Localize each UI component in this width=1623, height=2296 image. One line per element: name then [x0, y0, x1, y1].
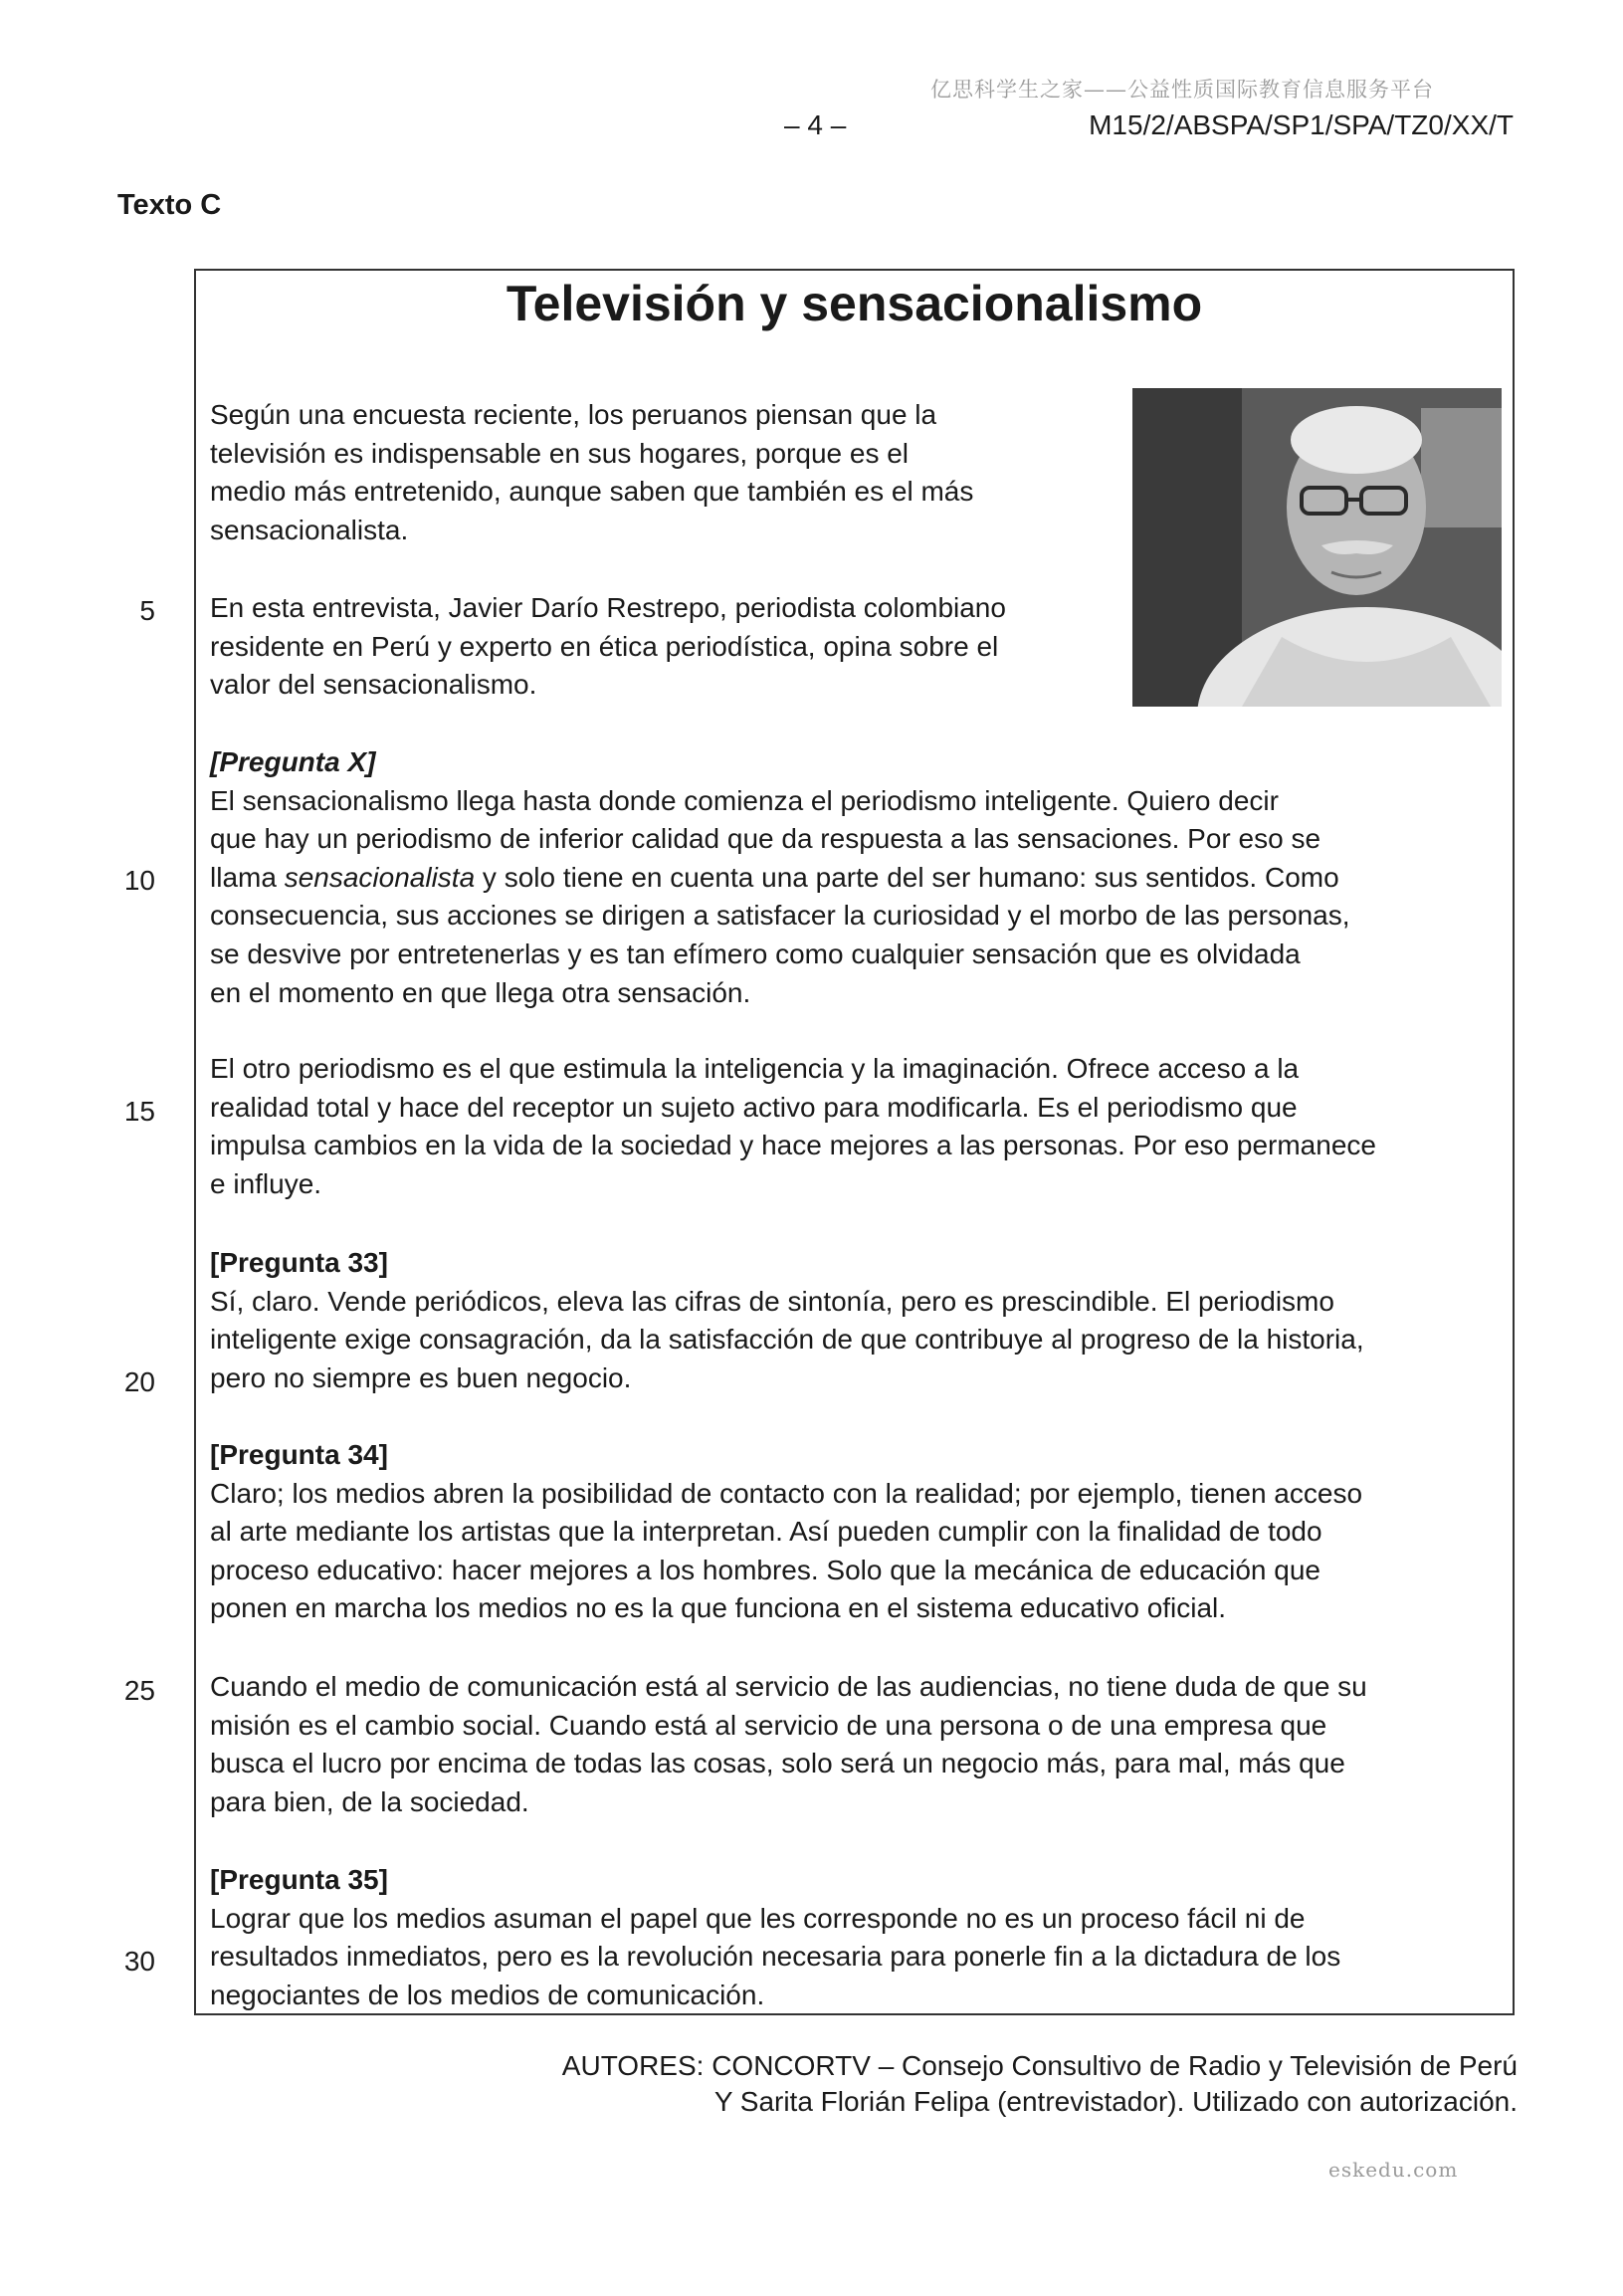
question-1-block: [210, 743, 1350, 1012]
question-heading: [Pregunta 34]: [210, 1439, 388, 1470]
text-line: televisión es indispensable en sus hogares, porque es el: [210, 437, 910, 469]
line-number: 25: [123, 1675, 155, 1706]
header-watermark: 亿思科学生之家——公益性质国际教育信息服务平台: [930, 78, 1434, 102]
text-line: en el momento en que llega otra sensación.: [210, 976, 751, 1008]
question-3-block: [210, 1436, 1362, 1628]
text-line: Sí, claro. Vende periódicos, eleva las cifras de sintonía, pero es prescindible. El periodismo: [210, 1285, 1334, 1317]
text-line: Claro; los medios abren la posibilidad de contacto con la realidad; por ejemplo, tienen acceso: [210, 1477, 1363, 1509]
text-line: para bien, de la sociedad.: [210, 1785, 529, 1817]
text-line: pero no siempre es buen negocio.: [210, 1361, 632, 1393]
question-heading: [Pregunta X]: [210, 746, 376, 777]
interviewee-photo: [1132, 388, 1502, 707]
authors-credit: [562, 2048, 1518, 2120]
question-2-block: [210, 1244, 1364, 1397]
footer-watermark: eskedu.com: [1328, 2158, 1459, 2182]
question-1-paragraph-2: [210, 1050, 1376, 1203]
text-line: busca el lucro por encima de todas las cosas, solo será un negocio más, para mal, más que: [210, 1748, 1345, 1779]
text-line: [210, 859, 1350, 898]
text-fragment: y solo tiene en cuenta una parte del ser humano: sus sentidos. Como: [475, 861, 1339, 893]
text-line: realidad total y hace del receptor un sujeto activo para modificarla. Es el periodismo que: [210, 1091, 1298, 1123]
text-line: consecuencia, sus acciones se dirigen a satisfacer la curiosidad y el morbo de las personas,: [210, 900, 1350, 932]
page-number: – 4 –: [784, 109, 847, 140]
italic-term: sensacionalista: [284, 861, 476, 893]
text-line: En esta entrevista, Javier Darío Restrepo, periodista colombiano: [210, 592, 1006, 623]
line-number: 5: [139, 595, 155, 626]
article-title: Televisión y sensacionalismo: [506, 276, 1203, 331]
question-heading: [Pregunta 33]: [210, 1247, 388, 1278]
section-label: Texto C: [117, 189, 222, 221]
text-line: misión es el cambio social. Cuando está al servicio de una persona o de una empresa que: [210, 1709, 1327, 1741]
text-line: medio más entretenido, aunque saben que también es el más: [210, 476, 974, 508]
question-heading: [Pregunta 35]: [210, 1864, 388, 1895]
text-line: impulsa cambios en la vida de la sociedad y hace mejores a las personas. Por eso permanece: [210, 1130, 1376, 1161]
text-line: El sensacionalismo llega hasta donde comienza el periodismo inteligente. Quiero decir: [210, 784, 1279, 816]
credit-line: AUTORES: CONCORTV – Consejo Consultivo de Radio y Televisión de Perú: [561, 2050, 1518, 2081]
document-code: M15/2/ABSPA/SP1/SPA/TZ0/XX/T: [1089, 109, 1514, 140]
line-number: 10: [123, 865, 155, 896]
text-line: residente en Perú y experto en ética periodística, opina sobre el: [210, 630, 999, 662]
line-number: 15: [123, 1096, 155, 1127]
text-line: resultados inmediatos, pero es la revolución necesaria para ponerle fin a la dictadura de los: [210, 1941, 1341, 1973]
intro-paragraph-2: [210, 589, 1006, 705]
text-line: sensacionalista.: [210, 514, 409, 545]
intro-paragraph-1: [210, 396, 973, 549]
text-line: valor del sensacionalismo.: [210, 669, 537, 701]
text-line: que hay un periodismo de inferior calidad que da respuesta a las sensaciones. Por eso se: [210, 823, 1321, 855]
text-line: El otro periodismo es el que estimula la inteligencia y la imaginación. Ofrece acceso a la: [210, 1053, 1300, 1084]
question-3-paragraph-2: [210, 1668, 1367, 1821]
line-number: 30: [123, 1946, 155, 1977]
text-line: inteligente exige consagración, da la satisfacción de que contribuye al progreso de la historia,: [210, 1324, 1364, 1356]
text-line: al arte mediante los artistas que la interpretan. Así pueden cumplir con la finalidad de todo: [210, 1516, 1322, 1548]
text-fragment: llama: [210, 861, 285, 893]
text-line: e influye.: [210, 1167, 322, 1199]
text-line: negociantes de los medios de comunicación.: [210, 1979, 765, 2010]
text-line: ponen en marcha los medios no es la que funciona en el sistema educativo oficial.: [210, 1592, 1227, 1624]
line-number: 20: [123, 1366, 155, 1397]
credit-line: Y Sarita Florián Felipa (entrevistador). Utilizado con autorización.: [713, 2086, 1518, 2117]
question-4-block: [210, 1861, 1340, 2014]
text-line: Lograr que los medios asuman el papel que les corresponde no es un proceso fácil ni de: [210, 1902, 1306, 1934]
text-line: proceso educativo: hacer mejores a los hombres. Solo que la mecánica de educación que: [210, 1554, 1320, 1585]
text-line: Cuando el medio de comunicación está al servicio de las audiencias, no tiene duda de que su: [210, 1671, 1367, 1702]
text-line: Según una encuesta reciente, los peruanos piensan que la: [210, 399, 937, 430]
text-line: se desvive por entretenerlas y es tan efímero como cualquier sensación que es olvidada: [210, 938, 1301, 969]
